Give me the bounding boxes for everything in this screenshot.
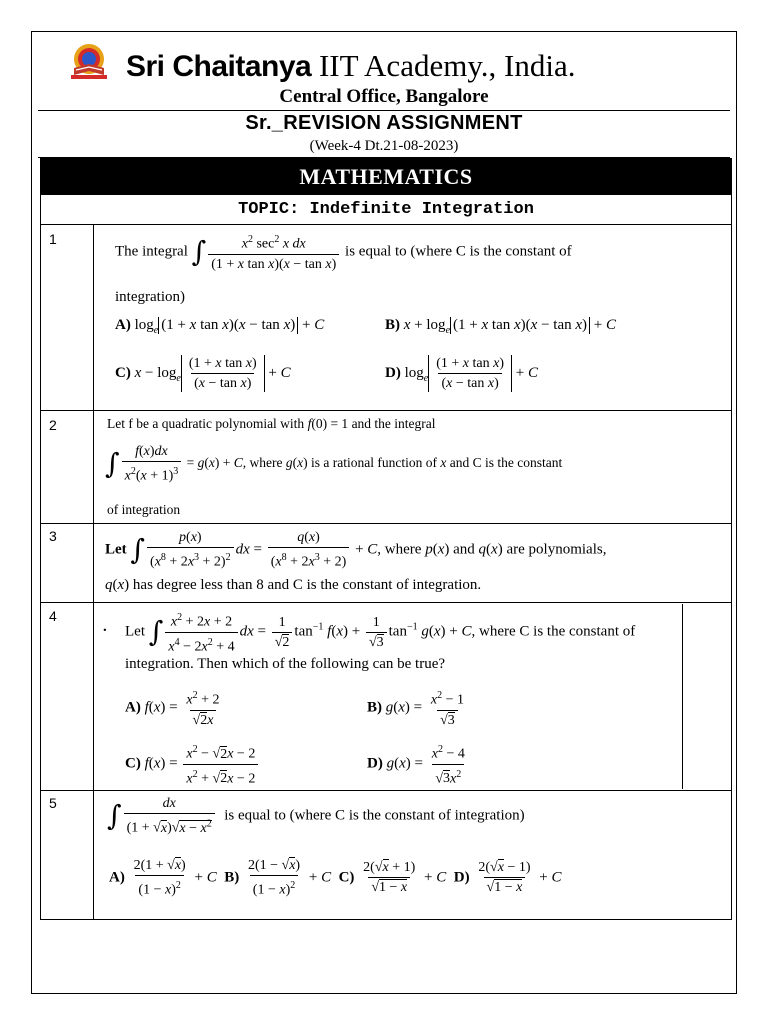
- week-date: (Week-4 Dt.21-08-2023): [309, 138, 459, 154]
- row-divider: [41, 602, 731, 603]
- question-number: 4: [49, 608, 57, 624]
- q4-text-cont: integration. Then which of the following can be true?: [125, 656, 446, 672]
- q5-stem: ∫ $\frac{dx}{(1 + √x)√x - x^2}$ is equal to (where C is the constant of integration): [107, 796, 525, 836]
- q4-option-a: A) f(x) = $\frac{x^2 + 2}{√2x}$: [125, 690, 220, 728]
- q4-stem: Let ∫ $\frac{x^2 + 2x + 2}{x^4 - 2x^2 + 4}$ dx = $\frac{1}{√2}$ $\tan^{-1} f(x)$ + $\frac{1}{√3}$ $\tan^{-1} g(x) + C$, where C is the constant of: [125, 612, 636, 655]
- column-divider: [93, 225, 94, 919]
- q4-option-c: C) f(x) = $\frac{x^2 - √2x - 2}{x^2 + √2x - 2}$: [125, 741, 260, 787]
- q4-option-b: B) g(x) = $\frac{x^2 - 1}{√3}$: [367, 690, 465, 728]
- q1-option-d: D) $\log_e$ $\frac{\text{(1 + x tan x)}}{\text{(x − tan x)}}$ + C: [385, 356, 538, 391]
- brand-name: Sri Chaitanya: [126, 50, 312, 83]
- assignment-title: Sr._REVISION ASSIGNMENT: [245, 112, 523, 134]
- q1-text-integration: integration): [115, 289, 185, 305]
- q1-option-c: C) $x - \log_e$ $\frac{\text{(1 + x tan x)}}{\text{(x − tan x)}}$ + C: [115, 356, 291, 391]
- row-divider: [41, 523, 731, 524]
- q2-stem: Let f be a quadratic polynomial with f(0) = 1 and the integral: [107, 416, 436, 431]
- office-label: Central Office, Bangalore: [279, 86, 489, 107]
- question-number: 2: [49, 417, 57, 433]
- question-number: 1: [49, 231, 57, 247]
- right-margin-line: [682, 604, 683, 789]
- q2-text-integration: of integration: [107, 502, 181, 517]
- q2-integral: ∫ $\frac{f(x)dx}{x^2(x + 1)^3}$ = g(x) + C, where g(x) is a rational function of x and C is the constant: [105, 444, 563, 484]
- brand-suffix: IIT Academy., India.: [311, 48, 576, 83]
- q4-option-d: D) g(x) = $\frac{x^2 - 4}{√3x^2}$: [367, 744, 465, 787]
- row-divider: [41, 790, 731, 791]
- topic-heading: TOPIC: Indefinite Integration: [41, 195, 731, 225]
- q3-stem: Let ∫ $\frac{p(x)}{(x^8 + 2x^3 + 2)^2}$ dx = $\frac{q(x)}{(x^8 + 2x^3 + 2)}$ + C, where p(x) and q(x) are polynomials,: [105, 530, 607, 570]
- q1-option-a: A) $\log_e (1 + x$ tan x)(x − tan x) + C: [115, 317, 325, 336]
- subject-banner: MATHEMATICS: [41, 159, 731, 195]
- question-number: 5: [49, 795, 57, 811]
- brand-title: [126, 48, 576, 84]
- q1-text-cont: is equal to (where C is the constant of: [345, 243, 572, 260]
- q1-option-b: B) $x + \log_e (1 + x$ tan x)(x − tan x) + C: [385, 317, 617, 336]
- q1-stem: The integral ∫ $\frac{x^2 \sec^2 x dx}{\text{(1 + x tan x)(x − tan x)}}$ is equal to (where C is the constant of: [115, 234, 572, 272]
- question-number: 3: [49, 528, 57, 544]
- divider: [38, 110, 730, 111]
- q5-options: A) $\frac{2(1 + √x)}{(1 - x)^2}$ + C B) $\frac{2(1 - √x)}{(1 - x)^2}$ + C C) $\frac{2(√x + 1)}{√1 - x}$ + C D) $\frac{2(√x - 1)}{√1 - x}$ + C: [109, 858, 562, 898]
- question-table: [40, 158, 732, 920]
- row-divider: [41, 410, 731, 411]
- sri-chaitanya-logo: [66, 42, 112, 82]
- q3-degree: q(x) has degree less than 8 and C is the constant of integration.: [105, 577, 482, 593]
- bullet: .: [103, 619, 107, 635]
- q1-text: The integral: [115, 243, 188, 260]
